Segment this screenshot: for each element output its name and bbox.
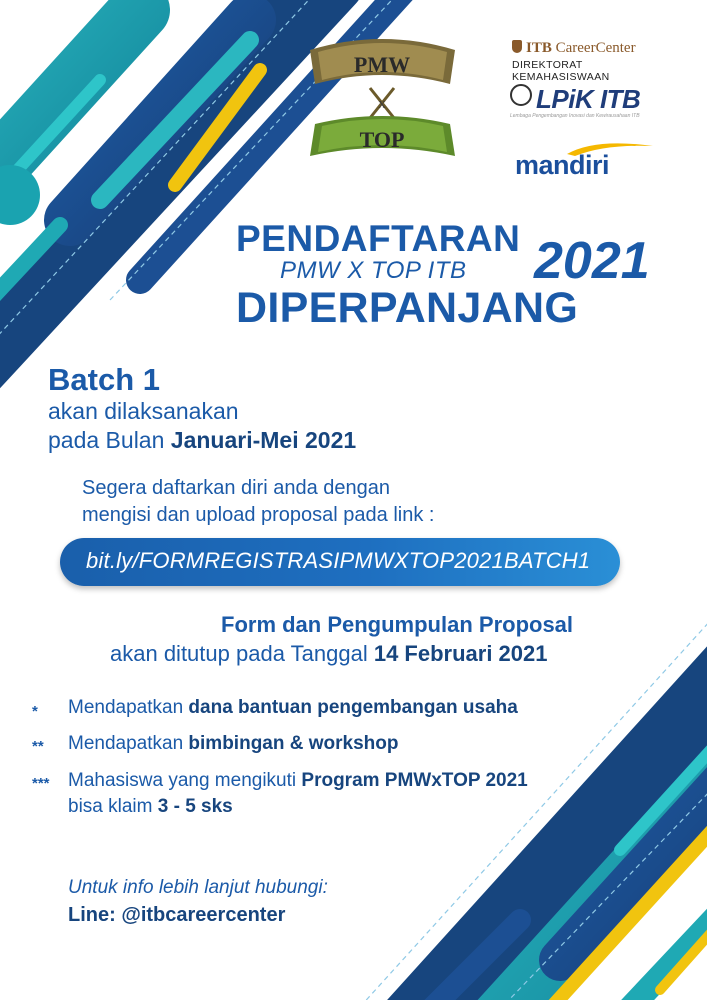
benefit-marker: * [32, 703, 38, 720]
career-center-text: CareerCenter [555, 40, 636, 56]
title-program: PMW X TOP ITB [280, 257, 467, 284]
itb-career-center-logo [512, 40, 682, 83]
form-deadline-heading: Form dan Pengumpulan Proposal [221, 612, 574, 637]
bottom-right-stripes [330, 610, 707, 1000]
benefit-bold: Program PMWxTOP 2021 [301, 770, 528, 791]
title-year: 2021 [534, 232, 650, 290]
directorate-text: DIREKTORAT KEMAHASISWAAN [512, 59, 610, 83]
lpik-itb-logo [510, 84, 690, 119]
pmw-top-badge [300, 32, 465, 162]
intro-line2: mengisi dan upload proposal pada link : [82, 504, 435, 526]
lpik-text: LPiK ITB [536, 84, 641, 114]
form-deadline-line [110, 641, 548, 667]
form-deadline-prefix: akan ditutup pada Tanggal [110, 641, 374, 666]
benefit-item [68, 733, 398, 755]
benefit-sks: 3 - 5 sks [157, 796, 233, 817]
batch-line1: akan dilaksanakan [48, 398, 239, 424]
form-deadline-date: 14 Februari 2021 [373, 641, 548, 666]
itb-crest-icon [512, 40, 522, 53]
batch-heading: Batch 1 [48, 362, 160, 397]
lpik-seal-icon [510, 84, 532, 106]
contact-line-id[interactable]: Line: @itbcareercenter [68, 904, 286, 926]
benefit-bold: bimbingan & workshop [188, 733, 399, 754]
badge-top-text: PMW [353, 52, 411, 77]
benefit-marker: ** [32, 738, 44, 755]
badge-mid-text: X [378, 99, 386, 111]
registration-link-text[interactable]: bit.ly/FORMREGISTRASIPMWXTOP2021BATCH1 [86, 548, 591, 573]
batch-line2-prefix: pada Bulan [48, 427, 171, 453]
benefit-prefix: Mendapatkan [68, 697, 189, 718]
intro-line1: Segera daftarkan diri anda dengan [82, 477, 391, 499]
mandiri-logo [515, 140, 655, 181]
lpik-subtitle: Lembaga Pengembangan Inovasi dan Kewirausahaan ITB [510, 113, 640, 119]
benefit-item [68, 697, 518, 719]
benefit-prefix: Mendapatkan [68, 733, 189, 754]
batch-line2 [48, 427, 356, 454]
benefit-bold: dana bantuan pengembangan usaha [188, 697, 518, 718]
registration-link-button[interactable] [60, 538, 620, 586]
title-diperpanjang: DIPERPANJANG [236, 284, 579, 332]
contact-label: Untuk info lebih lanjut hubungi: [68, 877, 328, 898]
benefit-item-line2 [68, 796, 233, 818]
benefit-prefix: Mahasiswa yang mengikuti [68, 770, 302, 791]
batch-period: Januari-Mei 2021 [170, 427, 357, 453]
benefit-marker: *** [32, 775, 50, 792]
title-pendaftaran: PENDAFTARAN [236, 218, 521, 259]
badge-bottom-text: TOP [359, 127, 405, 152]
benefit-item [68, 770, 528, 792]
mandiri-text: mandiri [515, 150, 610, 180]
benefit-prefix: bisa klaim [68, 796, 158, 817]
itb-prefix: ITB [526, 40, 552, 56]
